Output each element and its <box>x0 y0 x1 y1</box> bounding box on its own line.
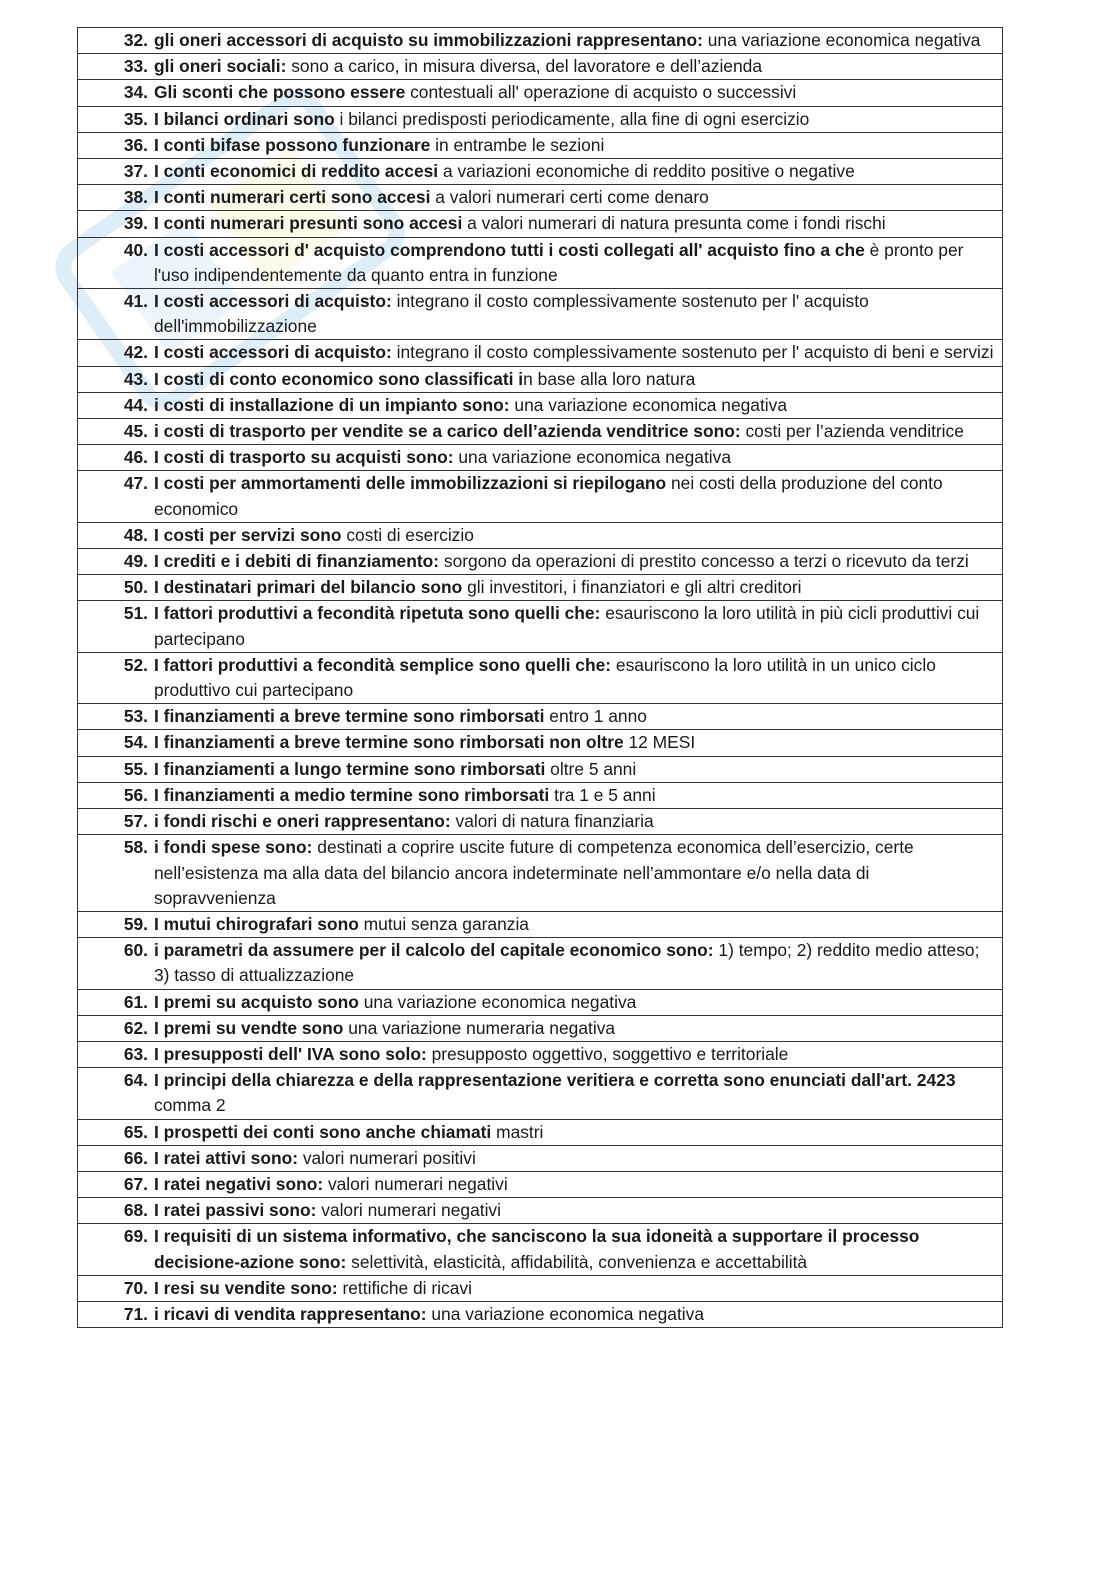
item-number: 51. <box>123 603 148 624</box>
item-text <box>154 1276 996 1301</box>
item-number: 62. <box>123 1017 148 1038</box>
item-text <box>154 393 996 418</box>
item-question: I presupposti dell' IVA sono solo: <box>154 1043 427 1064</box>
item-number: 34. <box>123 82 148 103</box>
item-number: 70. <box>123 1277 148 1298</box>
item-text <box>154 549 996 574</box>
item-number: 54. <box>123 732 148 753</box>
table-row <box>78 522 1003 548</box>
item-text <box>154 783 996 808</box>
table-row <box>78 549 1003 575</box>
item-answer: a variazioni economiche di reddito positive o negative <box>438 161 855 182</box>
item-text <box>154 912 996 937</box>
table-row <box>78 1068 1003 1119</box>
item-answer: a valori numerari certi come denaro <box>430 187 709 208</box>
item-question: i fondi spese sono: <box>154 837 313 858</box>
item-question: I conti numerari presunti sono accesi <box>154 213 463 234</box>
table-row <box>78 989 1003 1015</box>
table-row <box>78 366 1003 392</box>
item-answer: una variazione numeraria negativa <box>343 1017 616 1038</box>
item-number: 39. <box>123 213 148 234</box>
item-answer: valori numerari negativi <box>323 1173 508 1194</box>
item-text <box>154 419 996 444</box>
item-text <box>154 1016 996 1041</box>
item-answer: una variazione economica negativa <box>509 394 788 415</box>
table-row <box>78 392 1003 418</box>
item-text <box>154 28 996 53</box>
item-answer: sorgono da operazioni di prestito concesso a terzi o ricevuto da terzi <box>439 551 969 572</box>
item-text <box>154 340 996 365</box>
item-text <box>154 523 996 548</box>
item-text <box>154 289 996 339</box>
table-row <box>78 106 1003 132</box>
item-answer: destinati a coprire uscite future di competenza economica dell’esercizio, certe nell’esistenza ma alla data del bilancio ancora indeterminate nell’ammontare e/o nella data di sopravvenienza <box>154 837 914 908</box>
item-number: 40. <box>123 239 148 260</box>
item-text <box>154 367 996 392</box>
item-text <box>154 730 996 755</box>
table-row <box>78 471 1003 522</box>
item-answer: integrano il costo complessivamente sostenuto per l' acquisto dell'immobilizzazione <box>154 291 869 337</box>
item-answer: comma 2 <box>154 1095 226 1116</box>
item-text <box>154 990 996 1015</box>
table-row <box>78 54 1003 80</box>
table-row <box>78 340 1003 366</box>
item-answer: n base alla loro natura <box>523 368 696 389</box>
item-number: 59. <box>123 913 148 934</box>
item-answer: 12 MESI <box>623 732 696 753</box>
item-answer: costi di esercizio <box>341 524 474 545</box>
item-text <box>154 704 996 729</box>
item-number: 61. <box>123 991 148 1012</box>
item-text <box>154 1120 996 1145</box>
item-text <box>154 211 996 236</box>
item-answer: una variazione economica negativa <box>426 1303 705 1324</box>
item-number: 67. <box>123 1173 148 1194</box>
item-question: I costi per ammortamenti delle immobilizzazioni si riepilogano <box>154 473 667 494</box>
item-question: I ratei negativi sono: <box>154 1173 324 1194</box>
item-text <box>154 938 996 988</box>
table-row <box>78 185 1003 211</box>
item-number: 64. <box>123 1070 148 1091</box>
item-text <box>154 835 996 911</box>
table-row <box>78 80 1003 106</box>
item-question: I costi di conto economico sono classificati i <box>154 368 524 389</box>
item-question: I premi su acquisto sono <box>154 991 359 1012</box>
item-text <box>154 1302 996 1327</box>
item-text <box>154 1198 996 1223</box>
item-answer: valori numerari positivi <box>297 1147 476 1168</box>
item-answer: presupposto oggettivo, soggettivo e territoriale <box>426 1043 789 1064</box>
item-text <box>154 159 996 184</box>
item-number: 38. <box>123 187 148 208</box>
item-text <box>154 809 996 834</box>
item-answer: a valori numerari di natura presunta come i fondi rischi <box>462 213 886 234</box>
table-row <box>78 1301 1003 1327</box>
item-number: 49. <box>123 551 148 572</box>
item-number: 43. <box>123 368 148 389</box>
table-row <box>78 1041 1003 1067</box>
table-row <box>78 575 1003 601</box>
item-number: 48. <box>123 524 148 545</box>
item-number: 50. <box>123 577 148 598</box>
table-row <box>78 601 1003 652</box>
item-text <box>154 471 996 521</box>
item-text <box>154 1042 996 1067</box>
item-question: I costi accessori d' acquisto comprendono tutti i costi collegati all' acquisto fino a che <box>154 239 865 260</box>
item-answer: mutui senza garanzia <box>358 913 529 934</box>
item-question: i ricavi di vendita rappresentano: <box>154 1303 427 1324</box>
table-row <box>78 809 1003 835</box>
table-row <box>78 1224 1003 1275</box>
table-row <box>78 1015 1003 1041</box>
item-text <box>154 1068 996 1118</box>
item-number: 47. <box>123 473 148 494</box>
item-text <box>154 80 996 105</box>
item-answer: in entrambe le sezioni <box>430 134 605 155</box>
item-question: I conti bifase possono funzionare <box>154 134 431 155</box>
item-text <box>154 1172 996 1197</box>
item-question: I finanziamenti a breve termine sono rimborsati non oltre <box>154 732 624 753</box>
item-question: Gli sconti che possono essere <box>154 82 406 103</box>
item-text <box>154 601 996 651</box>
item-number: 52. <box>123 654 148 675</box>
item-text <box>154 107 996 132</box>
item-number: 53. <box>123 706 148 727</box>
item-number: 36. <box>123 134 148 155</box>
item-question: gli oneri sociali: <box>154 56 287 77</box>
item-question: I costi di trasporto su acquisti sono: <box>154 447 454 468</box>
item-answer: costi per l’azienda venditrice <box>740 421 964 442</box>
item-question: I costi accessori di acquisto: <box>154 342 392 363</box>
item-number: 44. <box>123 394 148 415</box>
table-row <box>78 159 1003 185</box>
qa-table <box>77 27 1003 1328</box>
item-text <box>154 757 996 782</box>
table-row <box>78 132 1003 158</box>
item-answer: sono a carico, in misura diversa, del lavoratore e dell’azienda <box>286 56 762 77</box>
item-answer: mastri <box>491 1121 544 1142</box>
table-row <box>78 211 1003 237</box>
item-number: 63. <box>123 1043 148 1064</box>
table-row <box>78 730 1003 756</box>
item-number: 60. <box>123 940 148 961</box>
item-text <box>154 1224 996 1274</box>
item-number: 42. <box>123 342 148 363</box>
table-row <box>78 756 1003 782</box>
item-text <box>154 1146 996 1171</box>
item-question: I bilanci ordinari sono <box>154 108 335 129</box>
table-row <box>78 1145 1003 1171</box>
item-answer: i bilanci predisposti periodicamente, alla fine di ogni esercizio <box>334 108 810 129</box>
item-answer: 1) tempo; 2) reddito medio atteso; 3) tasso di attualizzazione <box>154 940 980 986</box>
item-question: I conti economici di reddito accesi <box>154 161 439 182</box>
item-number: 69. <box>123 1226 148 1247</box>
item-answer: selettività, elasticità, affidabilità, convenienza e accettabilità <box>346 1251 808 1272</box>
item-question: I prospetti dei conti sono anche chiamati <box>154 1121 492 1142</box>
item-number: 37. <box>123 161 148 182</box>
table-row <box>78 652 1003 703</box>
item-number: 56. <box>123 784 148 805</box>
item-answer: valori numerari negativi <box>316 1200 501 1221</box>
item-number: 57. <box>123 811 148 832</box>
item-number: 71. <box>123 1303 148 1324</box>
item-number: 45. <box>123 421 148 442</box>
item-question: I costi per servizi sono <box>154 524 342 545</box>
item-question: I mutui chirografari sono <box>154 913 359 934</box>
item-question: i fondi rischi e oneri rappresentano: <box>154 811 451 832</box>
item-answer: valori di natura finanziaria <box>450 811 654 832</box>
table-row <box>78 1198 1003 1224</box>
item-text <box>154 238 996 288</box>
item-question: I ratei attivi sono: <box>154 1147 298 1168</box>
item-question: I destinatari primari del bilancio sono <box>154 577 463 598</box>
item-number: 55. <box>123 758 148 779</box>
table-row <box>78 938 1003 989</box>
item-question: i costi di trasporto per vendite se a carico dell’azienda venditrice sono: <box>154 421 741 442</box>
item-answer: è pronto per l'uso indipendentemente da quanto entra in funzione <box>154 239 964 285</box>
item-answer: nei costi della produzione del conto economico <box>154 473 943 519</box>
item-question: I principi della chiarezza e della rappresentazione veritiera e corretta sono enunciati dall'art. 2423 <box>154 1070 956 1091</box>
item-number: 33. <box>123 56 148 77</box>
table-row <box>78 835 1003 912</box>
item-question: i parametri da assumere per il calcolo del capitale economico sono: <box>154 940 714 961</box>
item-answer: gli investitori, i finanziatori e gli altri creditori <box>462 577 802 598</box>
item-number: 68. <box>123 1200 148 1221</box>
item-question: I crediti e i debiti di finanziamento: <box>154 551 440 572</box>
table-row <box>78 782 1003 808</box>
table-row <box>78 704 1003 730</box>
item-number: 65. <box>123 1121 148 1142</box>
item-number: 32. <box>123 30 148 50</box>
item-number: 41. <box>123 291 148 312</box>
item-question: i costi di installazione di un impianto sono: <box>154 394 510 415</box>
item-answer: una variazione economica negativa <box>702 30 981 50</box>
item-number: 58. <box>123 837 148 858</box>
item-question: I resi su vendite sono: <box>154 1277 338 1298</box>
item-answer: integrano il costo complessivamente sostenuto per l' acquisto di beni e servizi <box>391 342 994 363</box>
item-number: 35. <box>123 108 148 129</box>
item-answer: una variazione economica negativa <box>453 447 732 468</box>
item-answer: esauriscono la loro utilità in un unico ciclo produttivo cui partecipano <box>154 654 936 701</box>
table-row <box>78 1275 1003 1301</box>
table-row <box>78 419 1003 445</box>
item-text <box>154 445 996 470</box>
item-number: 46. <box>123 447 148 468</box>
table-row <box>78 911 1003 937</box>
item-question: I premi su vendte sono <box>154 1017 344 1038</box>
item-answer: entro 1 anno <box>544 706 647 727</box>
item-question: gli oneri accessori di acquisto su immobilizzazioni rappresentano: <box>154 30 703 50</box>
item-question: I ratei passivi sono: <box>154 1200 317 1221</box>
table-row <box>78 445 1003 471</box>
item-answer: esauriscono la loro utilità in più cicli produttivi cui partecipano <box>154 603 980 649</box>
item-answer: rettifiche di ricavi <box>337 1277 472 1298</box>
item-text <box>154 133 996 158</box>
item-answer: tra 1 e 5 anni <box>549 784 656 805</box>
item-answer: una variazione economica negativa <box>358 991 637 1012</box>
item-question: I fattori produttivi a fecondità ripetuta sono quelli che: <box>154 603 601 624</box>
item-text <box>154 185 996 210</box>
item-number: 66. <box>123 1147 148 1168</box>
item-question: I costi accessori di acquisto: <box>154 291 392 312</box>
table-row <box>78 28 1003 54</box>
item-question: I finanziamenti a medio termine sono rimborsati <box>154 784 550 805</box>
item-question: I requisiti di un sistema informativo, che sanciscono la sua idoneità a supportare il processo decisione-azione sono: <box>154 1226 920 1272</box>
item-question: I finanziamenti a breve termine sono rimborsati <box>154 706 545 727</box>
item-answer: oltre 5 anni <box>545 758 637 779</box>
table-row <box>78 1171 1003 1197</box>
item-text <box>154 575 996 600</box>
table-row <box>78 1119 1003 1145</box>
item-text <box>154 54 996 79</box>
table-row <box>78 237 1003 288</box>
item-question: I finanziamenti a lungo termine sono rimborsati <box>154 758 546 779</box>
item-answer: contestuali all' operazione di acquisto o successivi <box>405 82 797 103</box>
item-question: I conti numerari certi sono accesi <box>154 187 431 208</box>
table-row <box>78 289 1003 340</box>
item-question: I fattori produttivi a fecondità semplice sono quelli che: <box>154 654 612 675</box>
item-text <box>154 653 996 703</box>
